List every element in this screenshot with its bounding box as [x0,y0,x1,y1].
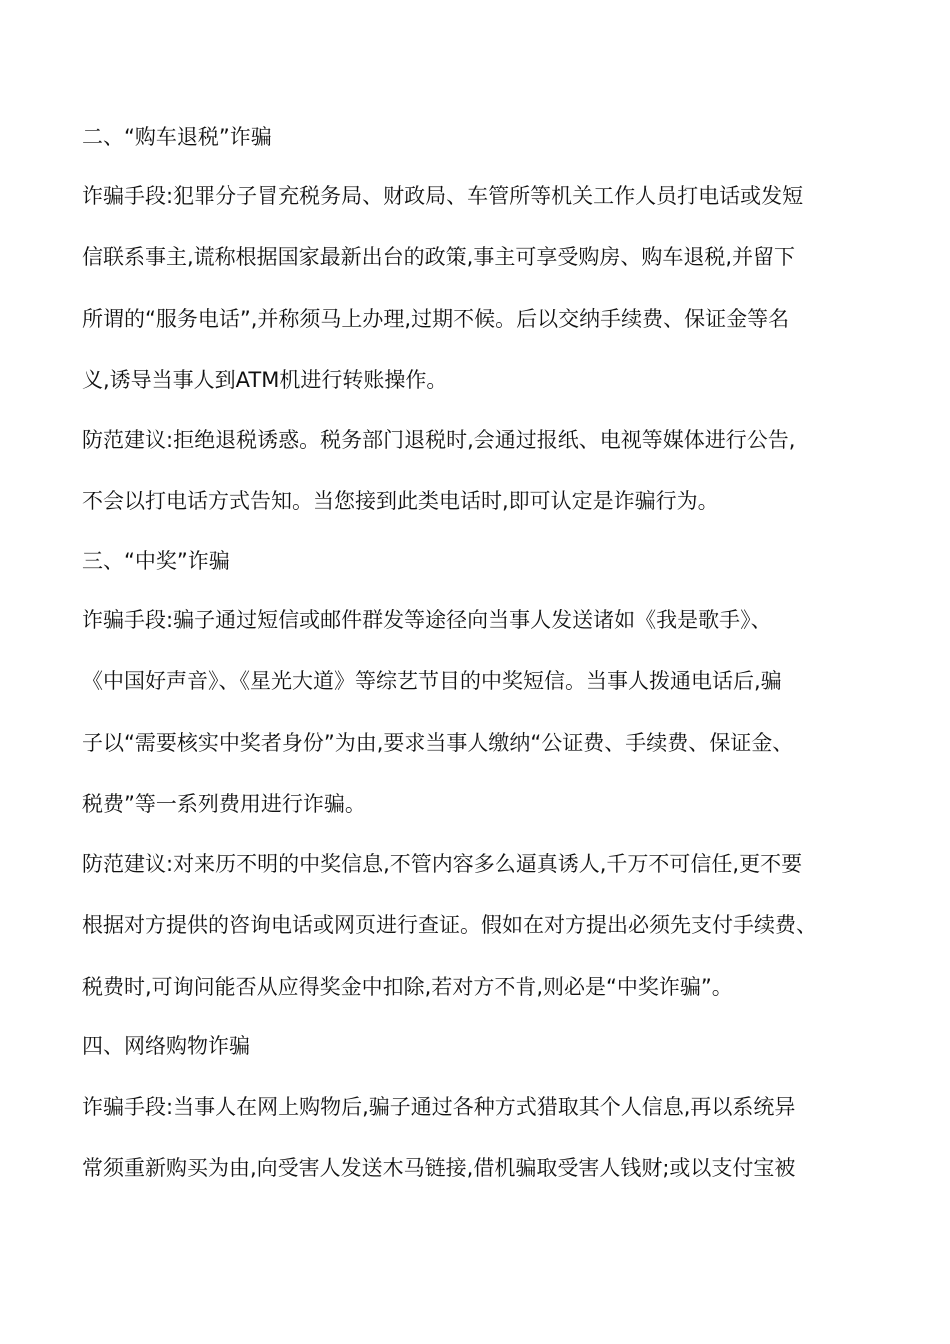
paragraph-line: 所谓的“服务电话”,并称须马上办理,过期不候。后以交纳手续费、保证金等名 [82,307,790,331]
section-heading-online-shopping: 四、网络购物诈骗 [82,1034,250,1058]
section-heading-prize: 三、“中奖”诈骗 [82,549,230,573]
section-heading-car-tax-refund: 二、“购车退税”诈骗 [82,125,272,149]
paragraph-line: 税费时,可询问能否从应得奖金中扣除,若对方不肯,则必是“中奖诈骗”。 [82,975,733,999]
paragraph-line: 诈骗手段:当事人在网上购物后,骗子通过各种方式猎取其个人信息,再以系统异 [82,1095,796,1119]
paragraph-line: 诈骗手段:骗子通过短信或邮件群发等途径向当事人发送诸如《我是歌手》、 [82,608,772,632]
paragraph-line: 常须重新购买为由,向受害人发送木马链接,借机骗取受害人钱财;或以支付宝被 [82,1156,796,1180]
paragraph-line: 税费”等一系列费用进行诈骗。 [82,792,366,816]
paragraph-line: 《中国好声音》、《星光大道》等综艺节目的中奖短信。当事人拨通电话后,骗 [82,669,782,693]
paragraph-line: 防范建议:拒绝退税诱惑。税务部门退税时,会通过报纸、电视等媒体进行公告, [82,428,796,452]
paragraph-line: 义,诱导当事人到ATM机进行转账操作。 [82,368,448,392]
paragraph-line: 信联系事主,谎称根据国家最新出台的政策,事主可享受购房、购车退税,并留下 [82,245,796,269]
paragraph-line: 根据对方提供的咨询电话或网页进行查证。假如在对方提出必须先支付手续费、 [82,913,817,937]
paragraph-line: 子以“需要核实中奖者身份”为由,要求当事人缴纳“公证费、手续费、保证金、 [82,731,794,755]
paragraph-line: 诈骗手段:犯罪分子冒充税务局、财政局、车管所等机关工作人员打电话或发短 [82,184,804,208]
paragraph-line: 防范建议:对来历不明的中奖信息,不管内容多么逼真诱人,千万不可信任,更不要 [82,852,803,876]
paragraph-line: 不会以打电话方式告知。当您接到此类电话时,即可认定是诈骗行为。 [82,489,719,513]
